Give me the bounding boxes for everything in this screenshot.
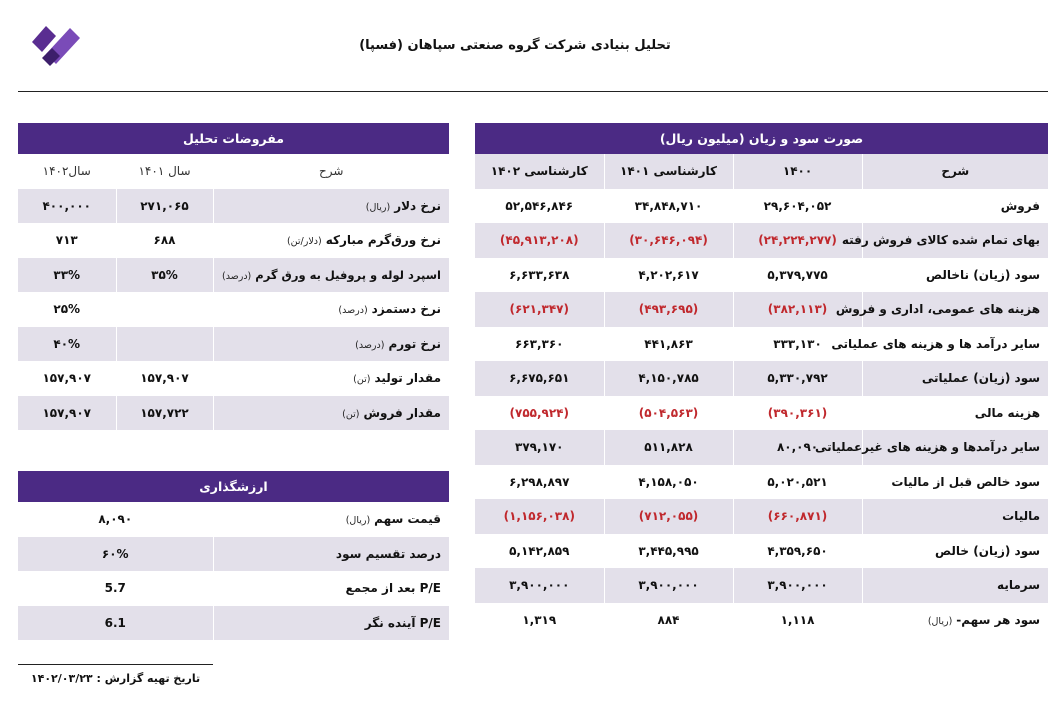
table-cell: ۵۱۱,۸۲۸: [604, 430, 733, 465]
row-label: [213, 327, 449, 362]
table-cell: ۶۶۳,۳۶۰: [515, 336, 564, 351]
row-label-text: اسپرد لوله و پروفیل به ورق گرم: [255, 267, 441, 282]
table-cell: ۶,۲۹۸,۸۹۷: [509, 474, 570, 489]
income-statement-header-row: [475, 154, 1048, 189]
table-row: [18, 258, 449, 293]
table-cell: (۶۲۱,۳۴۷): [475, 292, 604, 327]
row-label: [213, 292, 449, 327]
row-label: سایر درآمدها و هزینه های غیرعملیاتی: [862, 430, 1048, 465]
table-cell: 5.7: [104, 581, 126, 596]
page-title: تحلیل بنیادی شرکت گروه صنعتی سپاهان (فسپا): [359, 38, 671, 53]
row-label-text: نرخ دلار: [394, 198, 441, 213]
table-row: [475, 292, 1048, 327]
table-row: [18, 292, 449, 327]
assumptions-header-row: [18, 154, 449, 189]
table-cell: ۳۳%: [18, 258, 116, 293]
table-cell: ۴,۲۰۲,۶۱۷: [604, 258, 733, 293]
table-row: [475, 568, 1048, 603]
table-cell: ۴,۳۵۹,۶۵۰: [733, 534, 862, 569]
unit-label: (دلار/تن): [286, 236, 322, 248]
valuation-title: ارزشگذاری: [18, 471, 449, 502]
table-cell: ۵۲,۵۴۶,۸۴۶: [505, 198, 574, 213]
table-cell: ۵,۰۲۰,۵۲۱: [733, 465, 862, 500]
table-cell: ۱,۳۱۹: [522, 612, 557, 627]
table-cell: (۴۵,۹۱۳,۲۰۸): [475, 223, 604, 258]
footer-divider: [18, 664, 213, 665]
income-statement-title: صورت سود و زیان (میلیون ریال): [475, 123, 1048, 154]
row-label-text: قیمت سهم: [374, 512, 441, 527]
table-cell: ۳۷۹,۱۷۰: [475, 430, 604, 465]
row-label: [213, 396, 449, 431]
table-cell: (۷۱۲,۰۵۵): [604, 499, 733, 534]
table-cell: ۳۵%: [116, 258, 213, 293]
table-cell: ۶۸۸: [116, 223, 213, 258]
row-label: سود (زیان) عملیاتی: [862, 361, 1048, 396]
table-cell: ۲۹,۶۰۴,۰۵۲: [733, 189, 862, 224]
table-row: [475, 258, 1048, 293]
table-cell: (۵۰۴,۵۶۳): [604, 396, 733, 431]
table-cell: 6.1: [18, 606, 213, 641]
table-cell: ۶,۶۳۳,۶۳۸: [509, 267, 570, 282]
row-label: درصد تقسیم سود: [213, 537, 449, 572]
table-cell: ۴,۱۵۰,۷۸۵: [604, 361, 733, 396]
row-label: [213, 223, 449, 258]
row-label-text: نرخ دستمزد: [371, 302, 441, 317]
row-label: P/E بعد از مجمع: [213, 571, 449, 606]
table-row: [475, 430, 1048, 465]
row-label-text: نرخ تورم: [388, 336, 441, 351]
table-row: [475, 223, 1048, 258]
table-row: [18, 537, 449, 572]
table-cell: ۴۰%: [18, 327, 116, 362]
table-cell: ۳۳۳,۱۳۰: [733, 327, 862, 362]
table-cell: [116, 292, 213, 327]
table-cell: ۵,۳۳۰,۷۹۲: [733, 361, 862, 396]
table-cell: (۱,۱۵۶,۰۳۸): [475, 499, 604, 534]
table-cell: ۵,۱۴۲,۸۵۹: [509, 543, 570, 558]
row-label: سود خالص قبل از مالیات: [862, 465, 1048, 500]
table-cell: ۱۵۷,۹۰۷: [116, 361, 213, 396]
row-label: هزینه مالی: [862, 396, 1048, 431]
assumptions-title: مفروضات تحلیل: [18, 123, 449, 154]
header-divider: [18, 91, 1048, 92]
table-cell: ۲۵%: [53, 302, 81, 317]
table-cell: ۵,۳۷۹,۷۷۵: [733, 258, 862, 293]
row-label: [862, 603, 1048, 638]
row-label: سایر درآمد ها و هزینه های عملیاتی: [862, 327, 1048, 362]
unit-label: (ریال): [365, 201, 391, 213]
table-row: [18, 327, 449, 362]
report-date: تاریخ تهیه گزارش : ۱۴۰۲/۰۳/۲۳: [30, 672, 201, 685]
table-row: [18, 189, 449, 224]
row-label: سود (زیان) خالص: [862, 534, 1048, 569]
table-cell: [116, 327, 213, 362]
row-label: [213, 189, 449, 224]
table-cell: ۱۵۷,۷۲۲: [116, 396, 213, 431]
table-row: [475, 534, 1048, 569]
unit-label: (درصد): [338, 305, 368, 317]
column-header: ۱۴۰۰: [733, 154, 862, 189]
column-header: سال ۱۴۰۱: [116, 154, 213, 189]
row-label: سود (زیان) ناخالص: [862, 258, 1048, 293]
table-cell: ۳,۴۴۵,۹۹۵: [604, 534, 733, 569]
column-header: سال۱۴۰۲: [18, 154, 116, 189]
table-cell: ۸۸۴: [604, 603, 733, 638]
unit-label: (ریال): [345, 515, 371, 527]
table-cell: ۴,۱۵۸,۰۵۰: [604, 465, 733, 500]
table-cell: ۶۰%: [18, 537, 213, 572]
unit-label: (درصد): [221, 270, 252, 282]
table-cell: ۴۰۰,۰۰۰: [18, 189, 116, 224]
table-cell: ۱,۱۱۸: [733, 603, 862, 638]
row-label: [213, 502, 449, 537]
table-cell: ۳۴,۸۴۸,۷۱۰: [604, 189, 733, 224]
unit-label: (درصد): [355, 339, 385, 351]
company-logo-icon: [26, 12, 86, 72]
table-cell: (۷۵۵,۹۲۴): [509, 405, 569, 420]
row-label: فروش: [862, 189, 1048, 224]
table-cell: ۱۵۷,۹۰۷: [42, 371, 91, 386]
unit-label: (ریال): [927, 615, 953, 627]
table-cell: (۴۹۳,۶۹۵): [604, 292, 733, 327]
table-cell: ۲۷۱,۰۶۵: [116, 189, 213, 224]
table-row: [475, 499, 1048, 534]
row-label-text: مقدار فروش: [363, 405, 441, 420]
table-cell: (۳۹۰,۳۶۱): [733, 396, 862, 431]
table-row: [475, 361, 1048, 396]
table-cell: (۳۰,۶۴۶,۰۹۴): [604, 223, 733, 258]
column-header: شرح: [862, 154, 1048, 189]
table-row: [18, 223, 449, 258]
row-label: [213, 258, 449, 293]
column-header: شرح: [213, 154, 449, 189]
table-row: [18, 396, 449, 431]
table-row: [475, 327, 1048, 362]
table-cell: ۴۴۱,۸۶۳: [604, 327, 733, 362]
table-row: [18, 606, 449, 641]
table-cell: ۳,۹۰۰,۰۰۰: [475, 568, 604, 603]
table-cell: ۱۵۷,۹۰۷: [18, 396, 116, 431]
table-cell: ۷۱۳: [55, 233, 78, 248]
table-row: [18, 361, 449, 396]
table-cell: (۲۴,۲۲۴,۲۷۷): [733, 223, 862, 258]
table-cell: ۳,۹۰۰,۰۰۰: [733, 568, 862, 603]
table-row: [475, 189, 1048, 224]
table-cell: ۸,۰۹۰: [98, 512, 133, 527]
table-row: [475, 396, 1048, 431]
table-cell: (۳۸۲,۱۱۳): [733, 292, 862, 327]
table-cell: ۸۰,۰۹۰: [733, 430, 862, 465]
column-header: کارشناسی ۱۴۰۲: [475, 154, 604, 189]
row-label: سرمایه: [862, 568, 1048, 603]
row-label-text: نرخ ورق‌گرم مبارکه: [325, 233, 441, 248]
table-cell: ۳,۹۰۰,۰۰۰: [604, 568, 733, 603]
income-statement-table: [475, 123, 1048, 637]
row-label: هزینه های عمومی، اداری و فروش: [862, 292, 1048, 327]
row-label: بهای تمام شده کالای فروش رفته: [862, 223, 1048, 258]
table-row: [475, 465, 1048, 500]
row-label-text: مقدار تولید: [374, 371, 441, 386]
table-cell: (۶۶۰,۸۷۱): [733, 499, 862, 534]
valuation-table: [18, 471, 449, 640]
table-row: [18, 502, 449, 537]
table-row: [475, 603, 1048, 638]
row-label: P/E آینده نگر: [213, 606, 449, 641]
unit-label: (تن): [342, 408, 360, 420]
row-label-text: سود هر سهم-: [956, 612, 1041, 627]
unit-label: (تن): [353, 374, 371, 386]
column-header: کارشناسی ۱۴۰۱: [604, 154, 733, 189]
assumptions-table: [18, 123, 449, 430]
table-row: [18, 571, 449, 606]
row-label: [213, 361, 449, 396]
table-cell: ۶,۶۷۵,۶۵۱: [475, 361, 604, 396]
row-label: مالیات: [862, 499, 1048, 534]
